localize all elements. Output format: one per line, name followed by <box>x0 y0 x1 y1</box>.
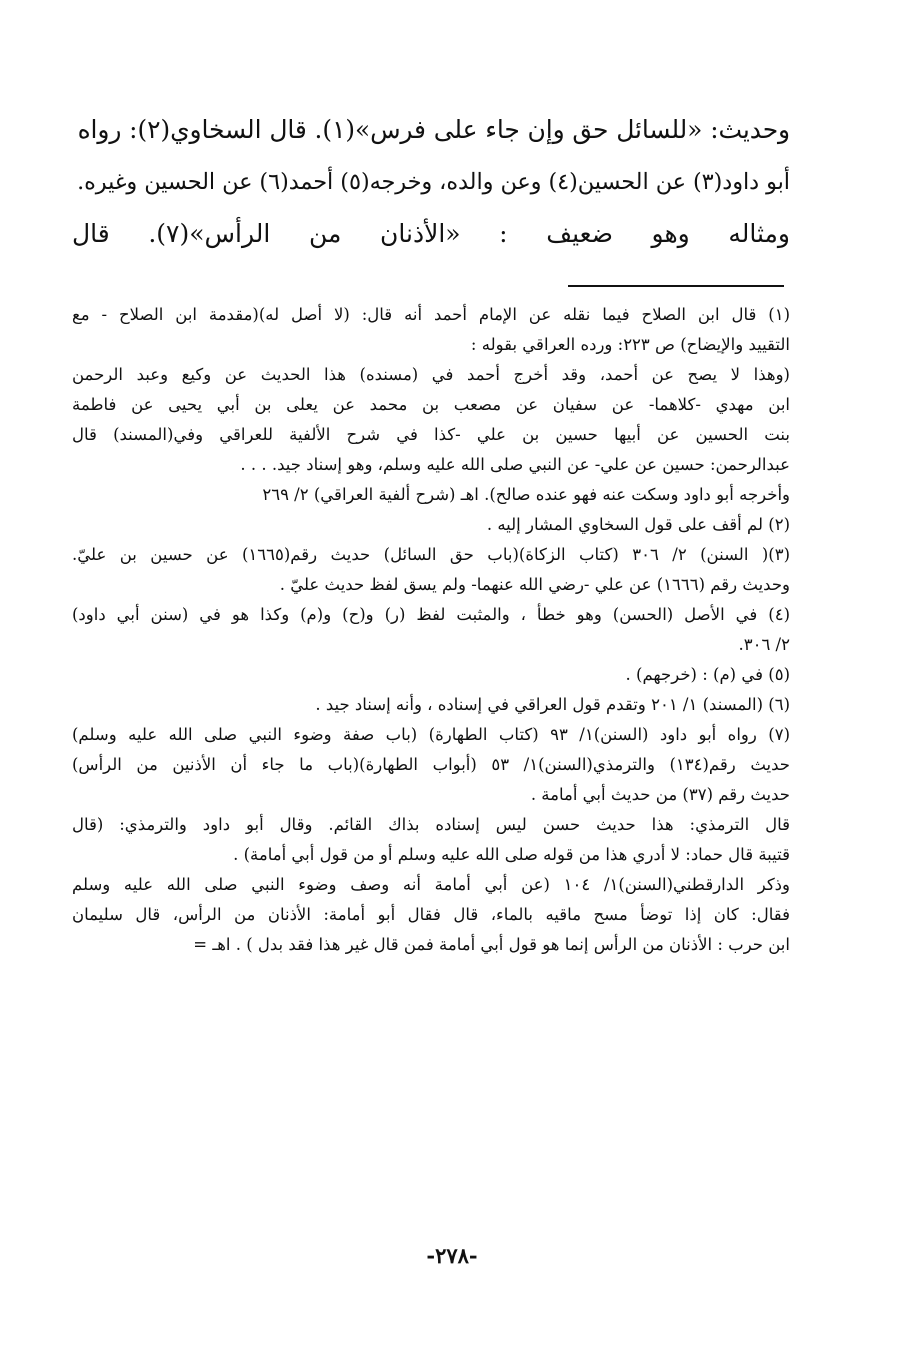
footnote-line: وحديث رقم (١٦٦٦) عن علي -رضي الله عنهما- ولم يسق لفظ حديث عليّ . <box>279 575 790 594</box>
footnote-line: حديث رقم(١٣٤) والترمذي(السنن)١/ ٥٣ (أبواب الطهارة)(باب ما جاء أن الأذنين من الرأس) <box>72 755 790 774</box>
page-number: -٢٧٨- <box>426 1243 478 1268</box>
footnote-line: ابن حرب : الأذنان من الرأس إنما هو قول أبي أمامة فمن قال غير هذا فقد بدل ) . اهـ = <box>193 935 790 954</box>
main-text <box>72 104 790 260</box>
footnote-line: حديث رقم (٣٧) من حديث أبي أمامة . <box>530 785 790 804</box>
footnote-line: التقييد والإيضاح) ص ٢٢٣: ورده العراقي بقوله : <box>470 335 790 354</box>
footnote-line: وذكر الدارقطني(السنن)١/ ١٠٤ (عن أبي أمامة أنه وصف وضوء النبي صلى الله عليه وسلم <box>72 875 790 894</box>
footnote-line: (١) قال ابن الصلاح فيما نقله عن الإمام أحمد أنه قال: (لا أصل له)(مقدمة ابن الصلاح - مع <box>72 305 790 324</box>
footnote-line: بنت الحسين عن أبيها حسين بن علي -كذا في شرح الألفية للعراقي وفي(المسند) قال <box>72 425 790 444</box>
footnote-line: (٦) (المسند) ١/ ٢٠١ وتقدم قول العراقي في إسناده ، وأنه إسناد جيد . <box>315 695 790 714</box>
footnote-line: عبدالرحمن: حسين عن علي- عن النبي صلى الله عليه وسلم، وهو إسناد جيد. . . . <box>240 455 790 474</box>
footnote-line: (وهذا لا يصح عن أحمد، وقد أخرج أحمد في (مسنده) هذا الحديث عن وكيع وعبد الرحمن <box>72 365 790 384</box>
footnote-line: قتيبة قال حماد: لا أدري هذا من قوله صلى الله عليه وسلم أو من قول أبي أمامة) . <box>233 845 790 864</box>
footnote-line: قال الترمذي: هذا حديث حسن ليس إسناده بذاك القائم. وقال أبو داود والترمذي: (قال <box>72 815 790 834</box>
footnote-line: (٥) في (م) : (خرجهم) . <box>625 665 790 684</box>
footnote-line: (٢) لم أقف على قول السخاوي المشار إليه . <box>486 515 790 534</box>
main-text-line: وحديث: «للسائل حق وإن جاء على فرس»(١). قال السخاوي(٢): رواه <box>77 115 790 144</box>
footnote-line: (٣)( السنن) ٢/ ٣٠٦ (كتاب الزكاة)(باب حق السائل) حديث رقم(١٦٦٥) عن حسين بن عليّ. <box>72 545 790 564</box>
footnote-line: وأخرجه أبو داود وسكت عنه فهو عنده صالح). اهـ (شرح ألفية العراقي) ٢/ ٢٦٩ <box>262 485 790 504</box>
footnote-line: (٧) رواه أبو داود (السنن)١/ ٩٣ (كتاب الطهارة) (باب صفة وضوء النبي صلى الله عليه وسلم) <box>72 725 790 744</box>
footnote-line: فقال: كان إذا توضأ مسح ماقيه بالماء، قال فقال أبو أمامة: الأذنان من الرأس، قال سليمان <box>72 905 790 924</box>
footnotes <box>72 300 790 960</box>
main-text-line: أبو داود(٣) عن الحسين(٤) وعن والده، وخرجه(٥) أحمد(٦) عن الحسين وغيره. <box>77 169 790 195</box>
footnote-line: ابن مهدي -كلاهما- عن سفيان عن مصعب بن محمد عن يعلى بن أبي يحيى عن فاطمة <box>72 395 790 414</box>
main-text-line: ومثاله وهو ضعيف : «الأذنان من الرأس»(٧). قال <box>72 219 790 248</box>
footnote-line: (٤) في الأصل (الحسن) وهو خطأ ، والمثبت لفظ (ر) و(ح) و(م) وكذا هو في (سنن أبي داود) <box>72 605 790 624</box>
footnote-divider <box>568 285 784 287</box>
footnote-line: ٢/ ٣٠٦. <box>738 635 790 654</box>
